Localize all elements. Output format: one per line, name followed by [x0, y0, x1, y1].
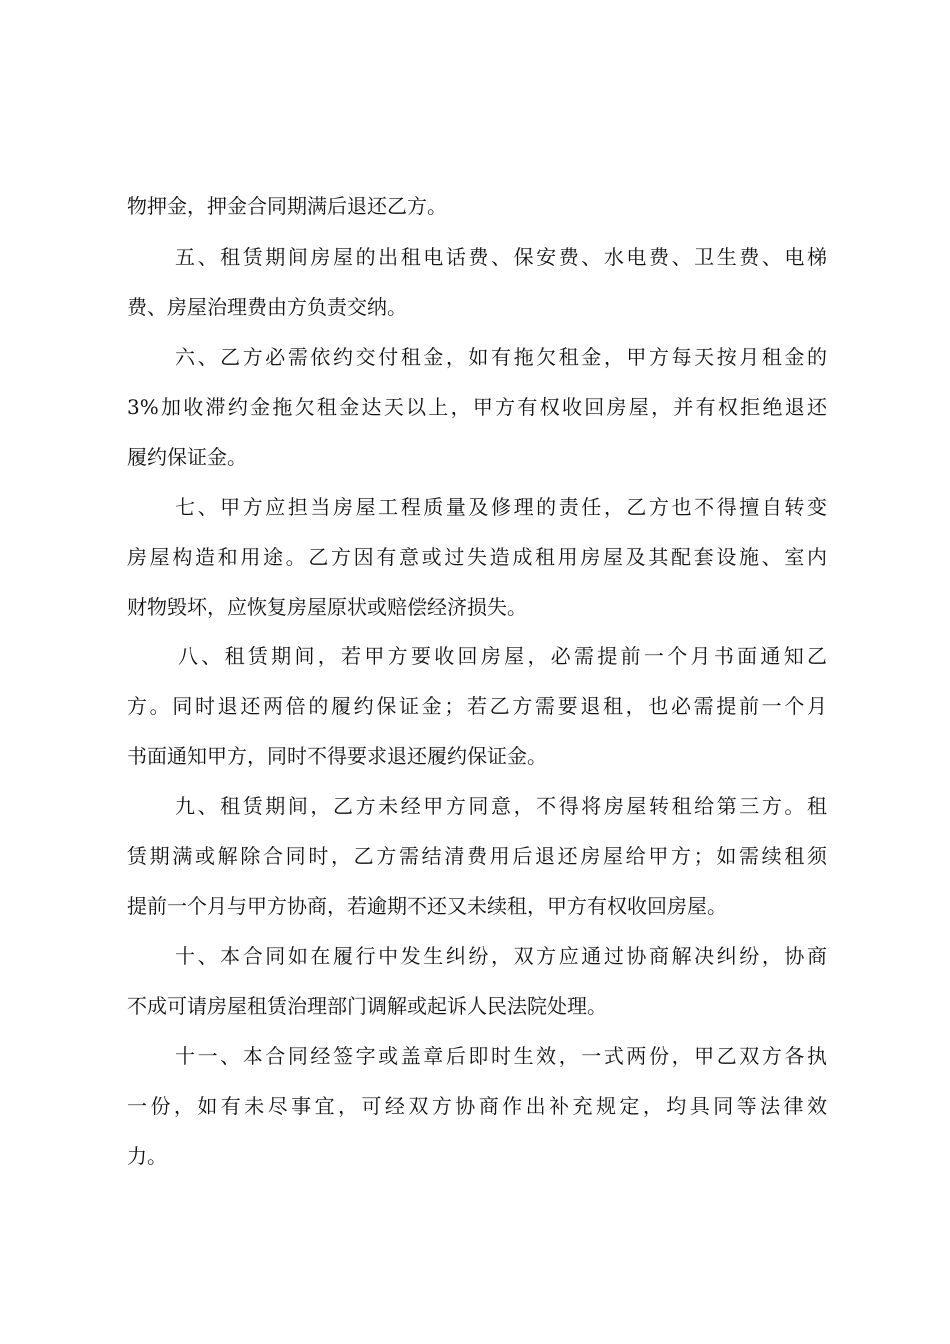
paragraph-line: 五、租赁期间房屋的出租电话费、保安费、水电费、卫生费、电梯	[175, 245, 827, 269]
paragraph-line: 力。	[127, 1144, 167, 1168]
paragraph-line: 不成可请房屋租赁治理部门调解或起诉人民法院处理。	[127, 994, 607, 1018]
paragraph-line: 八、租赁期间，若甲方要收回房屋，必需提前一个月书面通知乙	[178, 644, 827, 668]
paragraph-line: 九、租赁期间，乙方未经甲方同意，不得将房屋转租给第三方。租	[175, 794, 827, 818]
paragraph-line: 费、房屋治理费由方负责交纳。	[127, 295, 407, 319]
paragraph-line: 赁期满或解除合同时，乙方需结清费用后退还房屋给甲方；如需续租须	[127, 844, 827, 868]
paragraph-line: 房屋构造和用途。乙方因有意或过失造成租用房屋及其配套设施、室内	[127, 545, 827, 569]
paragraph-line: 履约保证金。	[127, 445, 247, 469]
paragraph-line: 一份，如有未尽事宜，可经双方协商作出补充规定，均具同等法律效	[127, 1094, 827, 1118]
paragraph-line: 十、本合同如在履行中发生纠纷，双方应通过协商解决纠纷，协商	[175, 944, 827, 968]
paragraph-line: 七、甲方应担当房屋工程质量及修理的责任，乙方也不得擅自转变	[175, 495, 827, 519]
paragraph-line: 财物毁坏，应恢复房屋原状或赔偿经济损失。	[127, 595, 527, 619]
paragraph-line: 提前一个月与甲方协商，若逾期不还又未续租，甲方有权收回房屋。	[127, 894, 727, 918]
paragraph-line: 物押金，押金合同期满后退还乙方。	[127, 194, 447, 218]
paragraph-line: 3%加收滞约金拖欠租金达天以上，甲方有权收回房屋，并有权拒绝退还	[127, 395, 827, 419]
paragraph-line: 方。同时退还两倍的履约保证金；若乙方需要退租，也必需提前一个月	[127, 694, 827, 718]
paragraph-line: 书面通知甲方，同时不得要求退还履约保证金。	[127, 744, 547, 768]
paragraph-line: 十一、本合同经签字或盖章后即时生效，一式两份，甲乙双方各执	[175, 1044, 827, 1068]
paragraph-line: 六、乙方必需依约交付租金，如有拖欠租金，甲方每天按月租金的	[175, 345, 827, 369]
